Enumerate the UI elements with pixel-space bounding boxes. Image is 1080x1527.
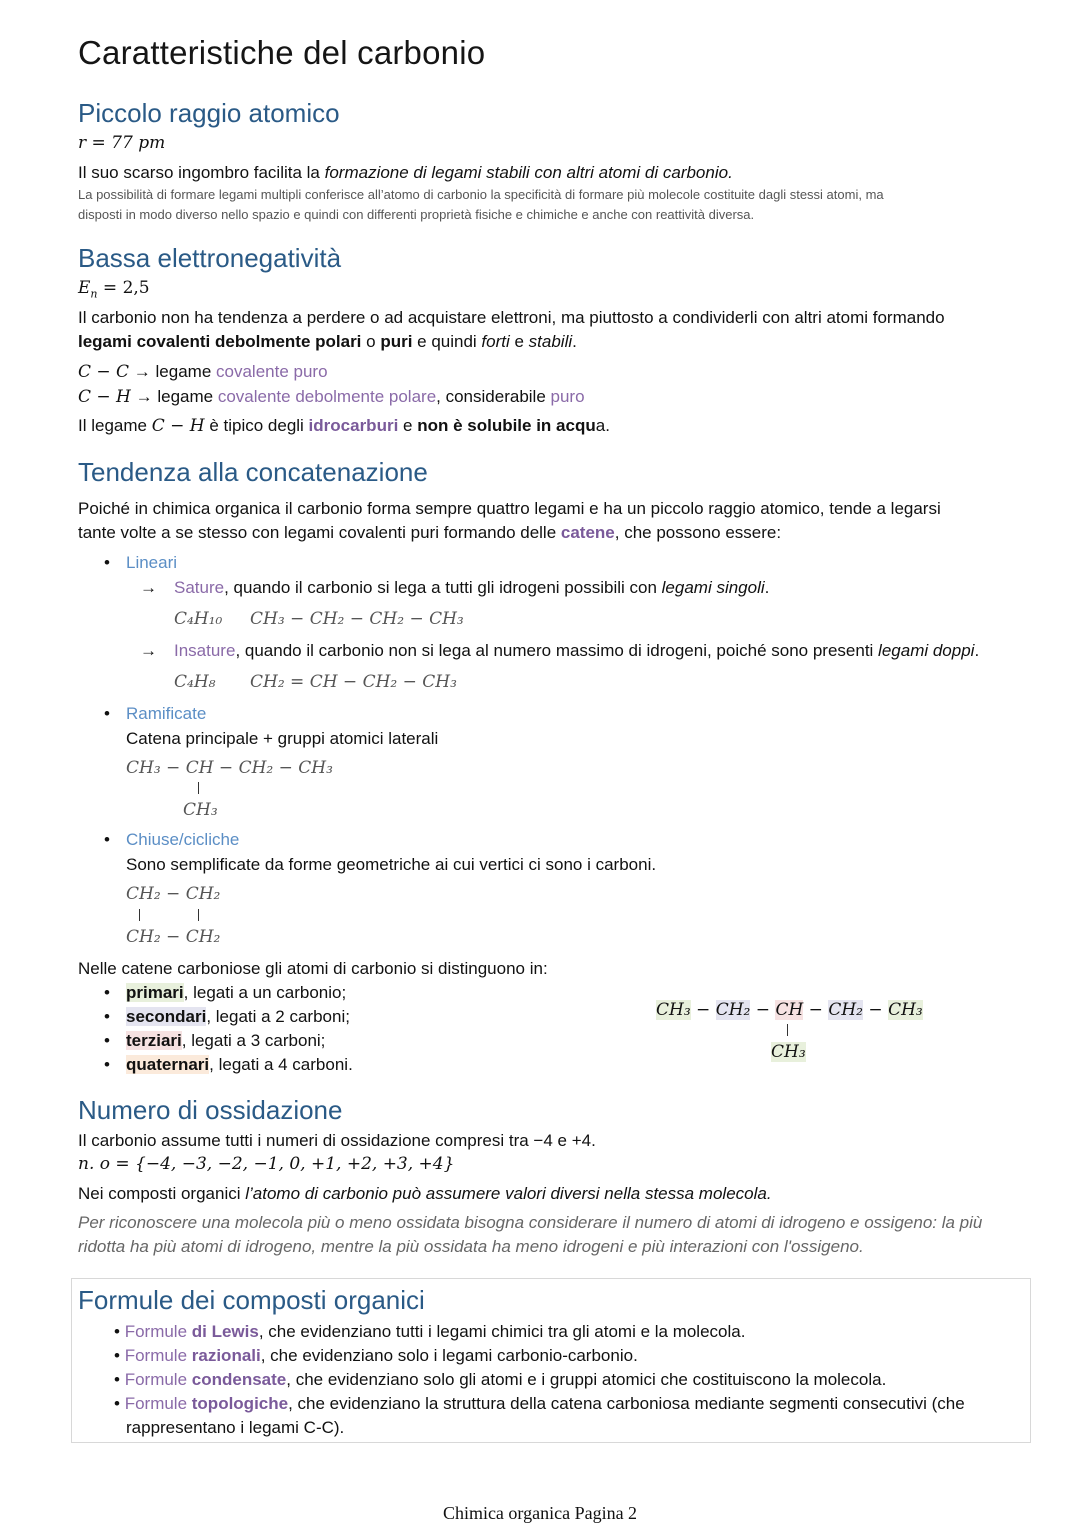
list-item-primari: • primari, legati a un carbonio; <box>126 981 346 1005</box>
electronegativity-formula: $E_n = 2,5$ <box>78 278 150 301</box>
radius-formula: r = 77 pm <box>78 133 166 153</box>
ossidazione-line1: Il carbonio assume tutti i numeri di ossidazione compresi tra −4 e +4. <box>78 1131 596 1150</box>
ramificate-structure-branch: CH₃ <box>183 800 218 820</box>
oxidation-numbers-formula: n. o = {−4, −3, −2, −1, 0, +1, +2, +3, +4} <box>78 1154 455 1174</box>
chiuse-desc: Sono semplificate da forme geometriche ai cui vertici ci sono i carboni. <box>126 855 657 874</box>
cc-bond-line: C − C → legame covalente puro <box>78 362 328 382</box>
example-branch: CH₃ <box>771 1042 806 1062</box>
example-branch-bond <box>787 1024 788 1036</box>
sature-structure: CH₃ − CH₂ − CH₂ − CH₃ <box>250 609 464 629</box>
ossidazione-line3: Nei composti organici l’atomo di carbonio può assumere valori diversi nella stessa molecola. <box>78 1184 772 1203</box>
raggio-note-line2: disposti in modo diverso nello spazio e quindi con differenti proprietà fisiche e chimiche e anche con reattività diversa. <box>78 207 755 222</box>
branch-bond <box>198 782 199 794</box>
concatenazione-line2: tante volte a se stesso con legami covalenti puri formando delle catene, che possono essere: <box>78 523 782 542</box>
elettroneg-line2: legami covalenti debolmente polari o puri e quindi forti e stabili. <box>78 332 577 351</box>
formule-item-razionali: • Formule razionali, che evidenziano solo i legami carbonio-carbonio. <box>114 1346 638 1365</box>
ch-idrocarburi-line: Il legame C − H è tipico degli idrocarburi e non è solubile in acqua. <box>78 416 610 436</box>
carbon-classification-example: CH₃ − CH₂ − CH − CH₂ − CH₃ <box>656 1000 923 1020</box>
list-item-quaternari: • quaternari, legati a 4 carboni. <box>126 1053 353 1077</box>
ch-bond-line: C − H → legame covalente debolmente polare, considerabile puro <box>78 387 585 407</box>
section-heading-raggio: Piccolo raggio atomico <box>78 98 340 128</box>
formule-item-topologiche-cont: rappresentano i legami C-C). <box>126 1418 345 1437</box>
section-heading-formule: Formule dei composti organici <box>78 1285 425 1315</box>
arrow-icon: → <box>140 641 157 660</box>
section-heading-ossidazione: Numero di ossidazione <box>78 1095 343 1125</box>
sature-line: → Sature, quando il carbonio si lega a tutti gli idrogeni possibili con legami singoli. <box>174 576 769 600</box>
formule-item-condensate: • Formule condensate, che evidenziano solo gli atomi e i gruppi atomici che costituiscono la molecola. <box>114 1370 887 1389</box>
ring-bond-left <box>139 909 140 921</box>
raggio-text: Il suo scarso ingombro facilita la formazione di legami stabili con altri atomi di carbonio. <box>78 163 733 182</box>
sature-molecular-formula: C₄H₁₀ <box>174 609 223 629</box>
ring-bond-right <box>198 909 199 921</box>
section-heading-concatenazione: Tendenza alla concatenazione <box>78 457 428 487</box>
insature-line: → Insature, quando il carbonio non si lega al numero massimo di idrogeni, poiché sono presenti legami doppi. <box>174 639 979 663</box>
page-footer: Chimica organica Pagina 2 <box>442 1503 638 1523</box>
insature-molecular-formula: C₄H₈ <box>174 672 216 692</box>
list-item-lineari: • Lineari <box>126 551 177 575</box>
ramificate-desc: Catena principale + gruppi atomici laterali <box>126 729 439 748</box>
list-item-terziari: • terziari, legati a 3 carboni; <box>126 1029 325 1053</box>
list-item-ramificate: • Ramificate <box>126 702 206 726</box>
elettroneg-line1: Il carbonio non ha tendenza a perdere o ad acquistare elettroni, ma piuttosto a condividerli con altri atomi formando <box>78 308 945 327</box>
classificazione-intro: Nelle catene carboniose gli atomi di carbonio si distinguono in: <box>78 959 548 978</box>
list-item-chiuse: • Chiuse/cicliche <box>126 828 239 852</box>
concatenazione-line1: Poiché in chimica organica il carbonio forma sempre quattro legami e ha un piccolo raggio atomico, tende a legarsi <box>78 499 941 518</box>
page-title: Caratteristiche del carbonio <box>78 34 486 71</box>
ossidazione-note2: ridotta ha più atomi di idrogeno, mentre la più ossidata ha meno idrogeni e più interazioni con l'ossigeno. <box>78 1237 864 1256</box>
list-item-secondari: • secondari, legati a 2 carboni; <box>126 1005 350 1029</box>
arrow-icon: → <box>140 578 157 597</box>
ramificate-structure-main: CH₃ − CH − CH₂ − CH₃ <box>126 758 333 778</box>
ring-top: CH₂ − CH₂ <box>126 884 221 904</box>
ring-bottom: CH₂ − CH₂ <box>126 927 221 947</box>
section-heading-elettronegativita: Bassa elettronegatività <box>78 243 342 273</box>
insature-structure: CH₂ = CH − CH₂ − CH₃ <box>250 672 457 692</box>
formule-item-topologiche: • Formule topologiche, che evidenziano la struttura della catena carboniosa mediante segmenti consecutivi (che <box>114 1394 965 1413</box>
ossidazione-note1: Per riconoscere una molecola più o meno ossidata bisogna considerare il numero di atomi di idrogeno e ossigeno: la più <box>78 1213 983 1232</box>
raggio-note-line1: La possibilità di formare legami multipli conferisce all’atomo di carbonio la specificità di formare più molecole costituite dagli stessi atomi, ma <box>78 187 884 202</box>
formule-item-lewis: • Formule di Lewis, che evidenziano tutti i legami chimici tra gli atomi e la molecola. <box>114 1322 746 1341</box>
